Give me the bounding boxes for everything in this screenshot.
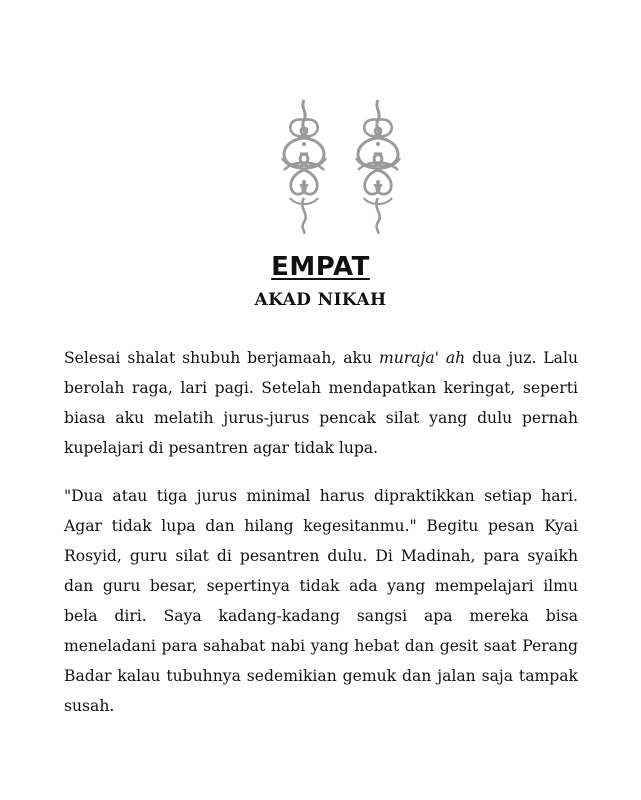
- ornamental-scroll-icon: [266, 98, 416, 234]
- chapter-number: EMPAT: [271, 252, 370, 282]
- paragraph-2: "Dua atau tiga jurus minimal harus dipraktikkan setiap hari. Agar tidak lupa dan hilang kegesitanmu." Begitu pesan Kyai Rosyid, guru silat di pesantren dulu. Di Madinah, para syaikh dan guru besar, sepertinya tidak ada yang mempelajari ilmu bela diri. Saya kadang-kadang sangsi apa mereka bisa meneladani para sahabat nabi yang hebat dan gesit saat Perang Badar kalau tubuhnya sedemikian gemuk dan jalan saja tampak susah.: [64, 487, 578, 715]
- paragraph-1: [64, 343, 578, 463]
- chapter-title: AKAD NIKAH: [254, 290, 387, 310]
- paragraph-1-text-end: dua juz. Lalu berolah raga, lari pagi. Setelah mendapatkan keringat, seperti biasa aku melatih jurus-jurus pencak silat yang dulu pernah kupelajari di pesantren agar tidak lupa.: [64, 349, 578, 457]
- body-text: [64, 343, 578, 739]
- paragraph-1-text-start: Selesai shalat shubuh berjamaah, aku: [64, 349, 379, 367]
- italic-term: muraja' ah: [378, 349, 466, 367]
